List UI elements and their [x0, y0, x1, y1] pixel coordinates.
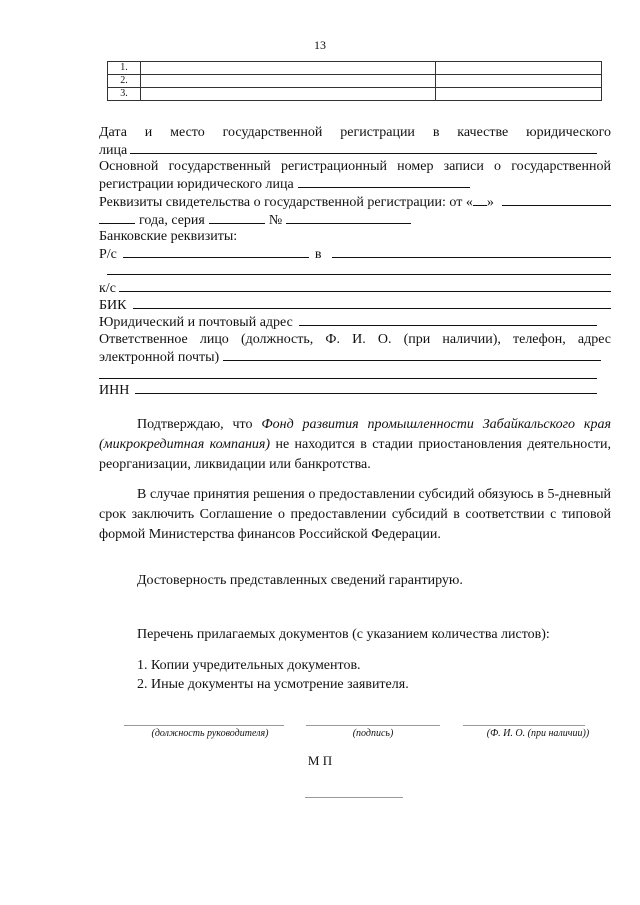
stamp-date-line[interactable] [305, 797, 403, 798]
subsidy-text: В случае принятия решения о предоставлении субсидий обязуюсь в 5-дневный срок заключить Соглашение о предоставлении субсидий в соответствии с типовой формой Министерства финансов Российской Федерации. [99, 487, 611, 542]
blank-inn[interactable] [135, 381, 597, 394]
signature-line[interactable] [306, 725, 440, 726]
attachment-item-1 [99, 656, 611, 676]
name-signature-line[interactable] [463, 725, 585, 726]
attachment-item-text: 1. Копии учредительных документов. [137, 658, 361, 673]
table-cell [436, 75, 602, 88]
contact-person-field[interactable] [99, 348, 611, 366]
reg-date-place-field[interactable] [99, 141, 611, 159]
blank-number[interactable] [286, 211, 411, 224]
confirm-text-end: не находится в стадии приостановления деятельности, реорганизации, ликвидации или банкротства. [99, 437, 611, 472]
blank-month[interactable] [502, 193, 611, 206]
corr-account-label: к/с [99, 281, 116, 296]
account-field[interactable] [99, 245, 611, 263]
table-cell [141, 75, 436, 88]
table-cell [141, 88, 436, 101]
row-number: 2. [108, 75, 141, 88]
position-signature-line[interactable] [124, 725, 284, 726]
confirm-text: Подтверждаю, что [137, 417, 262, 432]
inn-field[interactable] [99, 381, 611, 399]
attachment-item-text: 2. Иные документы на усмотрение заявителя. [137, 677, 409, 692]
table-row [108, 88, 602, 101]
blank-bank-name[interactable] [332, 245, 611, 258]
table-cell [436, 62, 602, 75]
ogrn-field[interactable] [99, 175, 611, 193]
fund-name: Фонд развития промышленности Забайкальского края (микрокредитная компания) [99, 417, 611, 452]
table-cell [141, 62, 436, 75]
table-row [108, 75, 602, 88]
position-caption: (должность руководителя) [151, 728, 269, 739]
contact-person-label-2: электронной почты) [99, 350, 220, 365]
attachments-title [99, 625, 611, 645]
blank-address[interactable] [299, 313, 597, 326]
blank-line[interactable] [107, 262, 611, 275]
guarantee-text: Достоверность представленных сведений гарантирую. [137, 573, 463, 588]
bank-details-label: Банковские реквизиты: [99, 229, 238, 244]
reg-date-place-label-2: лица [99, 143, 128, 158]
bank-name-continuation[interactable] [99, 262, 611, 275]
attachment-item-2 [99, 675, 611, 695]
blank-line[interactable] [298, 175, 470, 188]
certificate-label: Реквизиты свидетельства о государственной регистрации: от « [99, 195, 473, 210]
signature-caption: (подпись) [352, 728, 394, 739]
inn-label: ИНН [99, 383, 130, 398]
blank-day[interactable] [473, 193, 487, 206]
bik-label: БИК [99, 298, 127, 313]
blank-bik[interactable] [133, 296, 612, 309]
address-field[interactable] [99, 313, 611, 331]
certificate-quote-close: » [486, 195, 494, 210]
stamp-place: М П [307, 753, 333, 768]
bik-field[interactable] [99, 296, 611, 314]
corr-account-field[interactable] [99, 279, 611, 297]
blank-year[interactable] [99, 211, 135, 224]
guarantee-paragraph [99, 571, 611, 591]
certificate-series-field[interactable] [99, 211, 611, 229]
blank-contact[interactable] [223, 348, 601, 361]
name-caption: (Ф. И. О. (при наличии)) [486, 728, 590, 739]
documents-table [107, 61, 602, 101]
subsidy-paragraph [99, 485, 611, 545]
row-number: 1. [108, 62, 141, 75]
page-number: 13 [314, 38, 326, 52]
contact-continuation[interactable] [99, 366, 611, 379]
address-label: Юридический и почтовый адрес [99, 315, 293, 330]
ogrn-label: Основной государственный регистрационный номер записи о государственной [99, 159, 611, 174]
row-number: 3. [108, 88, 141, 101]
table-cell [436, 88, 602, 101]
ogrn-label-2: регистрации юридического лица [99, 177, 294, 192]
number-sign: № [268, 213, 283, 228]
reg-date-place-label: Дата и место государственной регистрации в качестве юридического [99, 125, 611, 140]
blank-line[interactable] [99, 366, 597, 379]
blank-series[interactable] [209, 211, 265, 224]
table-row [108, 62, 602, 75]
certificate-field[interactable] [99, 193, 611, 211]
blank-account[interactable] [123, 245, 309, 258]
attachments-title-text: Перечень прилагаемых документов (с указанием количества листов): [137, 627, 550, 642]
year-series-label: года, серия [139, 213, 205, 228]
blank-corr-account[interactable] [119, 279, 611, 292]
bank-in-label: в [314, 247, 322, 262]
account-label: Р/с [99, 247, 117, 262]
blank-line[interactable] [130, 141, 597, 154]
confirmation-paragraph [99, 415, 611, 475]
contact-person-label: Ответственное лицо (должность, Ф. И. О. (при наличии), телефон, адрес [99, 332, 611, 347]
